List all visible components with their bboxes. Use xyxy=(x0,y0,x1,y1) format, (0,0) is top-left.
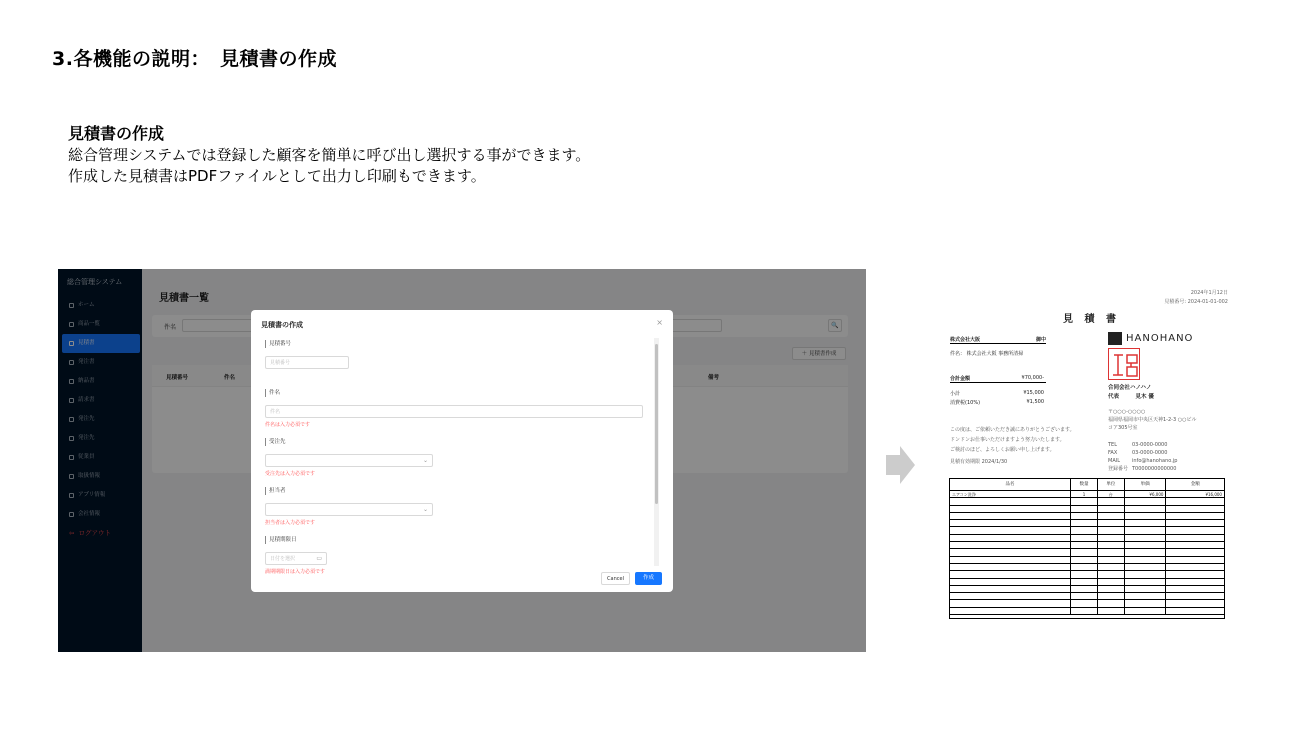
table-cell xyxy=(1166,586,1224,592)
table-cell xyxy=(1166,506,1224,512)
field-error: 担当者は入力必須です xyxy=(265,520,316,526)
company-name: 合同会社ハノハノ xyxy=(1108,385,1152,391)
company-address: 〒○○○-○○○○ 福岡県福岡市中央区天神1-2-3 ○○ビル コア305号室 xyxy=(1108,409,1197,431)
scrollbar-thumb[interactable] xyxy=(655,344,658,504)
section-description: 総合管理システムでは登録した顧客を簡単に呼び出し選択する事ができます。 作成した見積書はPDFファイルとして出力し印刷もできます。 xyxy=(68,146,591,185)
modal-scrollbar[interactable] xyxy=(654,338,659,566)
reg-label: 登録番号 xyxy=(1108,466,1129,472)
subtotal-label: 小計 xyxy=(950,391,961,397)
table-cell xyxy=(950,608,1071,614)
sidebar-item-label: アプリ情報 xyxy=(78,492,106,498)
reg-value: T0000000000000 xyxy=(1132,466,1177,472)
table-cell: エアコン洗浄 xyxy=(950,491,1071,497)
table-row xyxy=(950,593,1224,600)
mail-label: MAIL xyxy=(1108,458,1120,464)
table-cell xyxy=(1125,527,1167,533)
items-table-body xyxy=(950,491,1224,615)
calendar-icon: ▭ xyxy=(316,555,322,562)
field-error xyxy=(265,372,657,379)
logout-icon: ⇦ xyxy=(69,529,75,537)
customer-suffix: 御中 xyxy=(1035,337,1046,343)
table-cell xyxy=(1071,506,1098,512)
doc-tax xyxy=(950,399,1046,406)
sidebar-item-label: 発注先 xyxy=(78,435,95,441)
table-cell xyxy=(1166,571,1224,577)
estimate-pdf xyxy=(930,282,1230,622)
table-cell xyxy=(1166,593,1224,599)
items-table-header xyxy=(950,479,1224,491)
table-cell xyxy=(1166,600,1224,606)
form-field xyxy=(265,438,657,477)
table-cell xyxy=(1071,579,1098,585)
table-cell xyxy=(1125,506,1167,512)
table-row xyxy=(950,571,1224,578)
date-picker[interactable] xyxy=(265,552,327,565)
fax-value: 03-0000-0000 xyxy=(1132,450,1168,456)
table-cell xyxy=(1071,527,1098,533)
cancel-button[interactable]: Cancel xyxy=(601,572,630,585)
table-cell xyxy=(1098,542,1125,548)
table-cell xyxy=(950,506,1071,512)
company-logo xyxy=(1108,332,1193,345)
table-cell xyxy=(1098,557,1125,563)
chevron-down-icon: ⌄ xyxy=(422,506,428,513)
table-cell xyxy=(1071,513,1098,519)
field-label: 見積番号 xyxy=(265,340,657,348)
doc-number: 見積番号: 2024-01-01-002 xyxy=(1164,299,1228,305)
table-cell xyxy=(1125,608,1167,614)
table-cell xyxy=(1166,542,1224,548)
items-header-cell: 単位 xyxy=(1098,479,1125,490)
table-cell: ¥6,000 xyxy=(1125,491,1167,497)
table-row xyxy=(950,513,1224,520)
table-cell xyxy=(1098,600,1125,606)
table-cell xyxy=(1071,564,1098,570)
arrow-right-icon xyxy=(886,445,916,485)
table-row xyxy=(950,608,1224,615)
table-cell xyxy=(1125,600,1167,606)
logo-mark-icon xyxy=(1108,332,1122,345)
fax-label: FAX xyxy=(1108,450,1118,456)
table-cell xyxy=(950,549,1071,555)
doc-subtotal xyxy=(950,390,1046,397)
create-estimate-button[interactable]: ＋ 見積書作成 xyxy=(792,347,846,360)
table-cell xyxy=(950,527,1071,533)
table-cell xyxy=(1098,520,1125,526)
doc-title: 見 積 書 xyxy=(1063,314,1120,325)
table-cell xyxy=(1125,564,1167,570)
text-field[interactable] xyxy=(265,356,349,369)
column-header: 備考 xyxy=(708,375,720,381)
table-cell xyxy=(950,535,1071,541)
company-seal-icon xyxy=(1108,348,1140,380)
table-cell xyxy=(1071,586,1098,592)
table-row xyxy=(950,549,1224,556)
column-header: 件名 xyxy=(224,375,236,381)
total-value: ¥70,000- xyxy=(1021,375,1044,381)
table-cell xyxy=(1071,498,1098,504)
table-cell xyxy=(1166,527,1224,533)
table-cell xyxy=(1166,513,1224,519)
table-cell xyxy=(1166,535,1224,541)
table-cell xyxy=(950,579,1071,585)
modal-title: 見積書の作成 xyxy=(261,321,303,329)
field-label: 見積期限日 xyxy=(265,536,657,544)
logo-text: HANOHANO xyxy=(1126,333,1194,344)
table-cell xyxy=(1125,520,1167,526)
chevron-down-icon: ⌄ xyxy=(422,457,428,464)
sidebar-item-label: 請求書 xyxy=(78,397,95,403)
doc-date: 2024年1月12日 xyxy=(1190,290,1228,296)
doc-greeting: この度は、ご依頼いただき誠にありがとうございます。 ドンドンお仕事いただけますよう努力いたします。 ご検討のほど、よろしくお願い申し上げます。 xyxy=(950,427,1075,453)
table-cell xyxy=(1125,593,1167,599)
table-row xyxy=(950,564,1224,571)
table-cell xyxy=(1166,608,1224,614)
app-screenshot xyxy=(58,269,866,652)
section-title: 見積書の作成 xyxy=(68,124,165,143)
table-cell xyxy=(1166,549,1224,555)
table-cell xyxy=(950,513,1071,519)
table-row xyxy=(950,498,1224,505)
sidebar-item-label: 商品一覧 xyxy=(78,321,101,327)
form-field xyxy=(265,536,657,575)
table-cell xyxy=(1098,498,1125,504)
table-cell xyxy=(1098,549,1125,555)
sidebar-item-label: 発注書 xyxy=(78,359,95,365)
table-row xyxy=(950,506,1224,513)
table-cell xyxy=(1098,608,1125,614)
close-icon[interactable]: × xyxy=(656,318,663,327)
field-label: 担当者 xyxy=(265,487,657,495)
sidebar-item-label: 会社情報 xyxy=(78,511,101,517)
tax-label: 消費税(10%) xyxy=(950,400,981,406)
company-rep: 代表 見木 優 xyxy=(1108,394,1154,400)
select-field[interactable] xyxy=(265,454,433,467)
items-header-cell: 品名 xyxy=(950,479,1071,490)
table-cell xyxy=(1098,586,1125,592)
table-cell: 1 xyxy=(1071,491,1098,497)
sidebar-item-label: 納品書 xyxy=(78,378,95,384)
field-label: 受注先 xyxy=(265,438,657,446)
table-cell xyxy=(1071,600,1098,606)
table-cell xyxy=(1071,542,1098,548)
field-placeholder: 見積番号 xyxy=(270,360,291,366)
table-cell xyxy=(1125,498,1167,504)
column-header: 見積番号 xyxy=(166,375,189,381)
table-cell xyxy=(1125,557,1167,563)
table-cell xyxy=(1166,564,1224,570)
form-fields xyxy=(265,340,657,585)
customer-name: 株式会社大阪 xyxy=(950,337,981,343)
doc-validity: 見積有効期限 2024/1/30 xyxy=(950,459,1008,465)
page-heading: 3.各機能の説明： 見積書の作成 xyxy=(52,48,337,70)
select-field[interactable] xyxy=(265,503,433,516)
items-table xyxy=(949,478,1225,619)
table-cell xyxy=(1071,571,1098,577)
table-cell xyxy=(1098,506,1125,512)
create-button[interactable]: 作成 xyxy=(635,572,662,585)
tel-value: 03-0000-0000 xyxy=(1132,442,1168,448)
field-placeholder: 件名 xyxy=(270,409,281,415)
table-row xyxy=(950,542,1224,549)
form-field xyxy=(265,340,657,379)
items-header-cell: 数量 xyxy=(1071,479,1098,490)
table-cell xyxy=(1125,513,1167,519)
doc-customer xyxy=(950,336,1046,344)
table-cell xyxy=(950,564,1071,570)
field-error: 受注先は入力必須です xyxy=(265,471,316,477)
table-row xyxy=(950,600,1224,607)
table-cell xyxy=(1098,579,1125,585)
table-cell xyxy=(950,542,1071,548)
table-cell: 台 xyxy=(1098,491,1125,497)
create-estimate-modal xyxy=(251,310,673,592)
doc-total xyxy=(950,375,1046,383)
logout-label: ログアウト xyxy=(78,529,111,537)
items-header-cell: 単価 xyxy=(1125,479,1167,490)
text-field[interactable] xyxy=(265,405,643,418)
sidebar-item-label: 発注先 xyxy=(78,416,95,422)
table-cell xyxy=(1125,571,1167,577)
table-cell xyxy=(1071,557,1098,563)
table-cell xyxy=(950,571,1071,577)
table-cell xyxy=(950,593,1071,599)
app-title: 総合管理システム xyxy=(67,278,123,286)
sidebar-item-label: ホーム xyxy=(78,302,95,308)
table-cell xyxy=(1125,586,1167,592)
tax-value: ¥1,500 xyxy=(1026,399,1044,405)
table-cell xyxy=(1071,549,1098,555)
tel-label: TEL xyxy=(1108,442,1117,448)
form-field xyxy=(265,487,657,526)
mail-value: info@hanohano.jp xyxy=(1132,458,1178,464)
table-cell xyxy=(950,498,1071,504)
search-button[interactable]: 🔍 xyxy=(828,319,842,332)
list-title: 見積書一覧 xyxy=(159,293,209,304)
table-cell xyxy=(950,557,1071,563)
table-cell xyxy=(1071,608,1098,614)
table-cell xyxy=(1166,579,1224,585)
table-cell xyxy=(1098,527,1125,533)
table-cell xyxy=(1071,535,1098,541)
field-placeholder: 日付を選択 xyxy=(270,556,296,562)
table-cell: ¥16,000 xyxy=(1205,492,1222,497)
form-field xyxy=(265,389,657,428)
table-cell xyxy=(950,600,1071,606)
field-error: 件名は入力必須です xyxy=(265,422,311,428)
table-cell xyxy=(1125,579,1167,585)
table-cell xyxy=(1098,564,1125,570)
sidebar-item-label: 取扱情報 xyxy=(78,473,101,479)
doc-company xyxy=(1108,384,1154,402)
table-row xyxy=(950,491,1224,498)
table-cell xyxy=(1125,542,1167,548)
items-header-cell: 金額 xyxy=(1190,482,1200,487)
table-row xyxy=(950,535,1224,542)
table-cell xyxy=(1166,498,1224,504)
table-cell xyxy=(950,520,1071,526)
table-cell xyxy=(1098,513,1125,519)
table-cell xyxy=(1098,535,1125,541)
table-cell xyxy=(1166,520,1224,526)
table-cell xyxy=(1125,549,1167,555)
search-label: 件名 xyxy=(164,324,177,331)
field-error: 満期期限日は入力必須です xyxy=(265,569,326,575)
table-cell xyxy=(950,586,1071,592)
table-cell xyxy=(1125,535,1167,541)
table-cell xyxy=(1098,571,1125,577)
total-label: 合計金額 xyxy=(950,376,971,382)
doc-subject: 件名： 株式会社大阪 事務所清掃 xyxy=(950,351,1024,357)
table-row xyxy=(950,579,1224,586)
field-label: 件名 xyxy=(265,389,657,397)
table-row xyxy=(950,557,1224,564)
table-cell xyxy=(1098,593,1125,599)
company-contact xyxy=(1108,441,1177,473)
table-row xyxy=(950,586,1224,593)
sidebar-item-label: 見積書 xyxy=(78,340,95,346)
table-cell xyxy=(1071,520,1098,526)
table-cell xyxy=(1166,557,1224,563)
subtotal-value: ¥15,000 xyxy=(1023,390,1044,396)
table-row xyxy=(950,527,1224,534)
sidebar-item-label: 従業員 xyxy=(78,454,95,460)
table-cell xyxy=(1071,593,1098,599)
table-row xyxy=(950,520,1224,527)
